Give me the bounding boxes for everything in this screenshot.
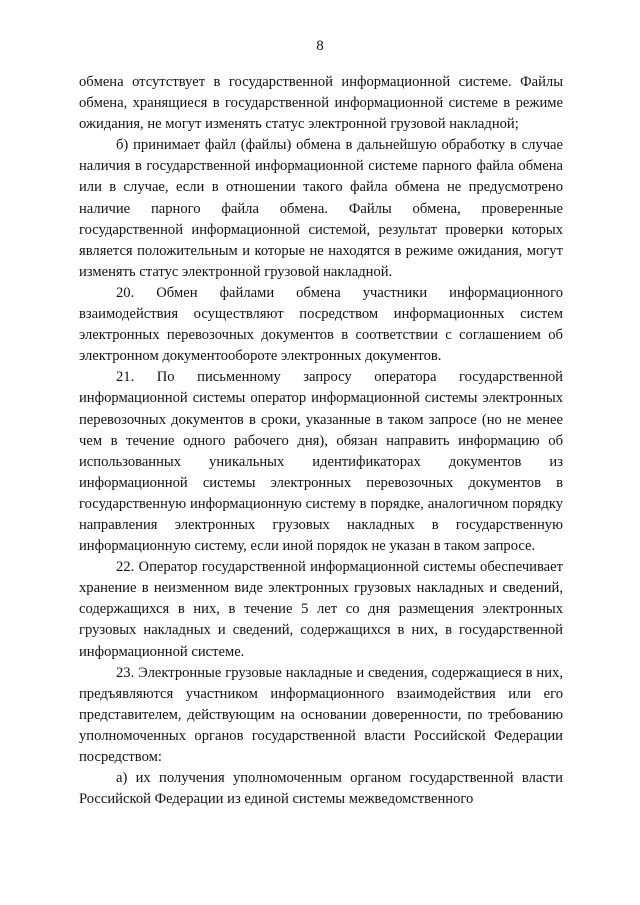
paragraph-23: 23. Электронные грузовые накладные и сведения, содержащиеся в них, предъявляются участником информационного взаимодействия или его представителем, действующим на основании доверенности, по требованию уполномоченных органов государственной власти Российской Федерации посредством: [79,664,563,765]
paragraph-continuation: обмена отсутствует в государственной информационной системе. Файлы обмена, хранящиеся в государственной информационной системе в режиме ожидания, не могут изменять статус электронной грузовой накладной; [79,74,563,133]
paragraph-21: 21. По письменному запросу оператора государственной информационной системы оператор информационной системы электронных перевозочных документов в сроки, указанные в таком запросе (но не менее чем в течение одного рабочего дня), обязан направить информацию об использованных уникальных идентификаторах документов из информационной системы электронных перевозочных документов в государственную информационную систему в порядке, аналогичном порядку направления электронных грузовых накладных в государственную информационную систему, если иной порядок не указан в таком запросе. [79,369,563,555]
paragraph-item-b: б) принимает файл (файлы) обмена в дальнейшую обработку в случае наличия в государственной информационной системе парного файла обмена или в случае, если в отношении такого файла обмена не предусмотрено наличие парного файла обмена. Файлы обмена, проверенные государственной информационной системой, результат проверки которых является положительным и которые не находятся в режиме ожидания, могут изменять статус электронной грузовой накладной. [79,137,563,280]
paragraph-item-a: а) их получения уполномоченным органом государственной власти Российской Федерации из единой системы межведомственного [79,770,563,808]
page-number: 8 [316,38,324,54]
paragraph-20: 20. Обмен файлами обмена участники информационного взаимодействия осуществляют посредством информационных систем электронных перевозочных документов в соответствии с соглашением об электронном документообороте электронных документов. [79,284,563,365]
paragraph-22: 22. Оператор государственной информационной системы обеспечивает хранение в неизменном виде электронных грузовых накладных и сведений, содержащихся в них, в течение 5 лет со дня размещения электронных грузовых накладных и сведений, содержащихся в них, в государственной информационной системе. [79,559,563,660]
document-body [79,72,563,810]
